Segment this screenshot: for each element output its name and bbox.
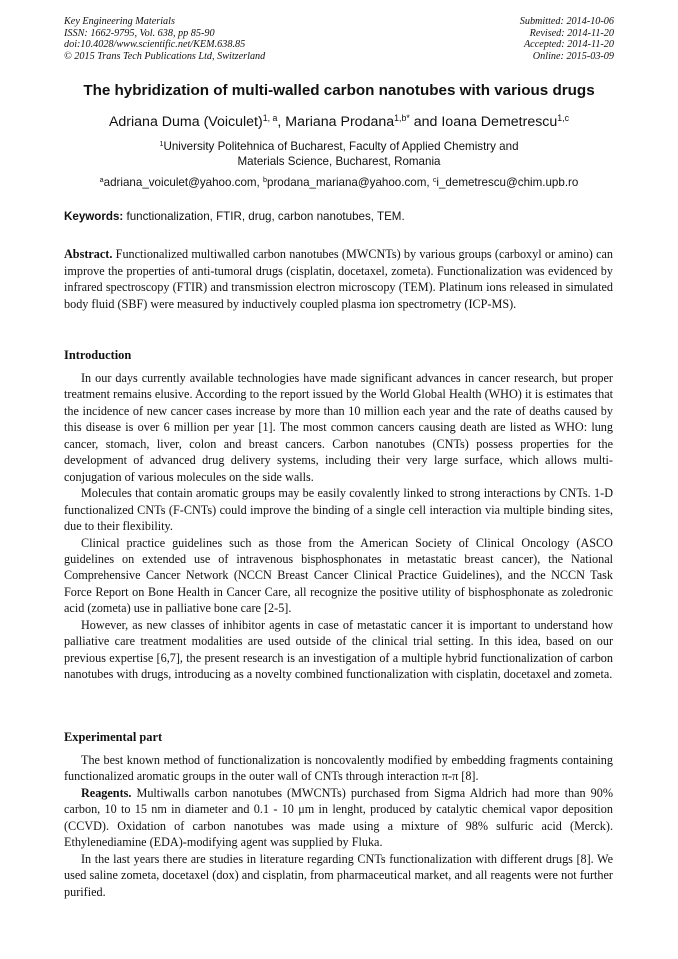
affiliation-line-1 — [30, 139, 648, 154]
abstract-label: Abstract. — [64, 247, 113, 261]
affiliation-line-2: Materials Science, Bucharest, Romania — [237, 155, 441, 168]
author-affiliation-mark: 1,b* — [394, 113, 410, 124]
affiliation-text: University Politehnica of Bucharest, Faculty of Applied Chemistry and — [163, 140, 519, 153]
online-date: Online: 2015-03-09 — [532, 50, 614, 62]
reagents-label: Reagents. — [81, 785, 132, 800]
doi-line[interactable]: doi:10.4028/www.scientific.net/KEM.638.85 — [64, 39, 246, 51]
paragraph-reagents — [64, 785, 613, 851]
author-affiliation-mark: 1,c — [557, 113, 570, 124]
introduction-body — [64, 370, 613, 683]
abstract-text: Functionalized multiwalled carbon nanotubes (MWCNTs) by various groups (carboxyl or amino) can improve the properties of anti-tumoral drugs (cisplatin, docetaxel, zometa). Functionalization was evidenced by infrared spectroscopy (FTIR) and transmission electron microscopy (TEM). Platinum ions released in simulated body fluid (SBF) were measured by inductively coupled plasma ion spectrometry (ICP-MS). — [64, 247, 613, 311]
experimental-body — [64, 752, 613, 900]
author-name: Adriana Duma (Voiculet) — [108, 114, 263, 130]
email-link[interactable]: prodana_mariana@yahoo.com, — [267, 176, 433, 189]
author-separator: and — [409, 114, 442, 130]
author-list — [30, 113, 648, 131]
paragraph: Molecules that contain aromatic groups may be easily covalently linked to strong interactions by CNTs. 1-D functionalized CNTs (F-CNTs) could improve the binding of a single cell interaction via multiple binding sites, due to their flexibility. — [64, 486, 613, 534]
email-mark: c — [432, 175, 437, 185]
accepted-date: Accepted: 2014-11-20 — [523, 39, 614, 51]
submitted-date: Submitted: 2014-10-06 — [519, 16, 614, 27]
keywords-text: functionalization, FTIR, drug, carbon nanotubes, TEM. — [123, 210, 405, 223]
abstract — [64, 246, 613, 312]
paragraph: In the last years there are studies in literature regarding CNTs functionalization with different drugs [8]. We used saline zometa, docetaxel (dox) and cisplatin, from pharmaceutical market, and all reagents were not further purified. — [64, 851, 613, 899]
revised-date: Revised: 2014-11-20 — [529, 27, 614, 39]
author-name: Ioana Demetrescu — [441, 114, 558, 130]
publication-dates — [520, 16, 614, 62]
paragraph: In our days currently available technologies have made significant advances in cancer research, but proper treatment remains elusive. According to the report issued by the World Global Health (WHO) it is estimates that the incidence of new cancer cases increase by more than 10 million each year and the rate of deaths caused by this disease is over 6 million per year [1]. The most common cancers causing death are listed as WHO: lung cancer, stomach, liver, colon and breast cancers. Carbon nanotubes (CNTs) possess properties for the development of advanced drug delivery systems, including their very large surface, which allows multi-conjugation of various molecules on the side walls. — [64, 371, 613, 484]
keywords — [64, 210, 624, 224]
affiliation-mark: 1 — [159, 139, 164, 149]
paragraph: However, as new classes of inhibitor agents in case of metastatic cancer it is important to understand how palliative care treatment modalities are used outside of the clinical trial setting. In this idea, based on our previous expertise [6,7], the present research is an investigation of a multiple hybrid functionalization of carbon nanotubes with drugs, introducing as a novelty combined functionalization with cisplatin, docetaxel and zometa. — [64, 617, 613, 682]
keywords-label: Keywords: — [64, 210, 124, 223]
author-emails — [30, 176, 648, 190]
paper-title: The hybridization of multi-walled carbon nanotubes with various drugs — [83, 82, 595, 99]
email-mark: a — [99, 175, 104, 185]
email-link[interactable]: i_demetrescu@chim.upb.ro — [436, 176, 579, 189]
email-link[interactable]: adriana_voiculet@yahoo.com, — [103, 176, 263, 189]
author-affiliation-mark: 1, a — [262, 113, 278, 124]
section-heading-experimental: Experimental part — [64, 730, 163, 744]
journal-name: Key Engineering Materials — [64, 16, 175, 27]
copyright-line: © 2015 Trans Tech Publications Ltd, Switzerland — [64, 50, 266, 62]
journal-info — [64, 16, 265, 62]
issn-line: ISSN: 1662-9795, Vol. 638, pp 85-90 — [64, 27, 215, 39]
paragraph: The best known method of functionalization is noncovalently modified by embedding fragments containing functionalized aromatic groups in the outer wall of CNTs through interaction π-π [8]. — [64, 753, 613, 784]
paragraph: Clinical practice guidelines such as those from the American Society of Clinical Oncology (ASCO guidelines on extended use of intravenous bisphosphonates in metastatic breast cancer), the National Comprehensive Cancer Network (NCCN Breast Cancer Clinical Practice Guidelines), and the NCCN Task Force Report on Bone Health in Cancer Care, all recognize the positive utility of bisphosphonate as zoledronic acid (zometa) use in palliative bone care [2-5]. — [64, 535, 613, 616]
author-name: Mariana Prodana — [285, 114, 395, 130]
author-separator: , — [277, 114, 286, 130]
affiliation — [30, 139, 648, 169]
reagents-text: Multiwalls carbon nanotubes (MWCNTs) purchased from Sigma Aldrich had more than 90% carbon, 10 to 15 nm in diameter and 0.1 - 10 μm in lenght, produced by catalytic chemical vapor deposition (CCVD). Oxidation of carbon nanotubes was made using a mixture of 98% sulfuric acid (Merck). Ethylenediamine (EDA)-modifying agent was supplied by Fluka. — [64, 785, 613, 850]
section-heading-introduction: Introduction — [64, 348, 132, 362]
email-mark: b — [263, 175, 267, 185]
